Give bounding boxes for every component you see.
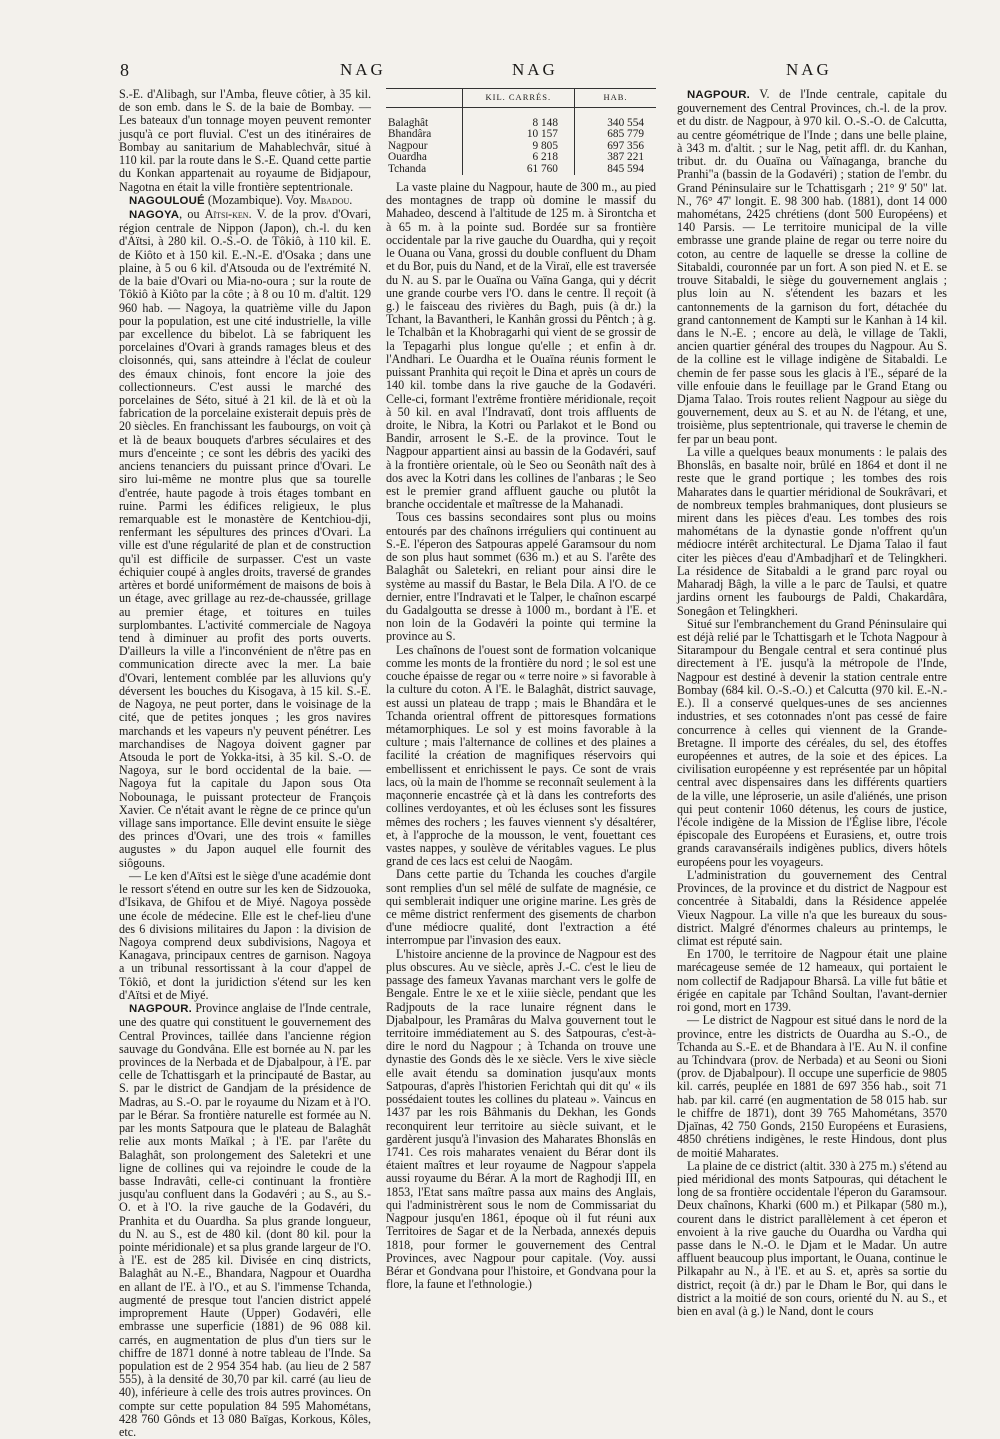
table-row: [386, 164, 656, 176]
district-area: 6 218: [462, 152, 574, 164]
district-name: Balaghât: [386, 118, 462, 130]
entry-headword: NAGPOUR.: [687, 89, 750, 101]
table-header-row: [386, 89, 656, 108]
paragraph: La plaine de ce district (altit. 330 à 275 m.) s'étend au pied méridional des monts Satpouras, qui détachent le long de sa frontière occidentale l'éperon du Garamsour. Deux chaînons, Kharki (600 m.) et Pilkapar (580 m.), courent dans le district parallèlement à cet éperon et envoient à la rive gauche du Ouardha ou Vardha qui passe dans le N.-O. le Djam et le Madar. Un autre affluent beaucoup plus important, le Ouana, continue le Pilkapahr au N., à l'E. et au S. et, après sa sortie du district, reçoit (à dr.) par le Dham le Bor, qui dans le district a la moitié de son cours, orienté du N. au S., et bien en aval (à g.) le Nand, dont le cours: [677, 1158, 947, 1319]
entry-headword: NAGPOUR.: [129, 1003, 192, 1016]
district-population: 845 594: [607, 162, 644, 175]
table-row: [386, 152, 656, 164]
entry-alt-name: Aïtsi-ken.: [204, 206, 252, 221]
paragraph: L'administration du gouvernement des Central Provinces, de la province et du district de Nagpour est concentrée à Sitabaldi, dans la Résidence appelée Vieux Nagpour. La ville n'a que les bureaux du sous-district. Malgré d'énormes chaleurs au printemps, le climat est réputé sain.: [677, 867, 947, 948]
entry-nagouloue: [119, 194, 371, 208]
paragraph: S.-E. d'Alibagh, sur l'Amba, fleuve côtier, à 35 kil. de son emb. dans le S. de la baie de Bombay. — Les bateaux d'un tonnage moyen peuvent remonter jusqu'à ce port fluvial. C'est un des itinéraires de Bombay au sanitarium de Mahablechvâr, situé à 110 kil. par la route dans le S.-E. Quand cette partie du Konkan appartenait au royaume de Bidjapour, Nagotna en était la ville frontière septentrionale.: [119, 87, 371, 194]
table-header: HAB.: [574, 89, 656, 108]
paragraph: La ville a quelques beaux monuments : le palais des Bhonslâs, en basalte noir, brûlé en 1864 et dont il ne reste que le grand portique ; les tombes des rois Maharates dans le quartier méridional de Soukrâvari, et de nombreux temples brahmaniques, dont plusieurs se mirent dans les pièces d'eau. Les tombes des rois mahométans de la dynastie gonde n'offrent qu'un médiocre intérêt architectural. Le Djama Talao il faut citer les pièces d'eau d'Ambadjharî et de Telingkheri. La résidence de Sitabaldi a le grand parc royal ou Maharadj Bâgh, la ville a le parc de Taulsi, et quatre jardins ornent les faubourgs de Paldi, Chakardâra, Sonegâon et Telingkheri.: [677, 444, 947, 618]
district-population: 340 554: [607, 116, 644, 129]
district-area: 61 760: [462, 164, 574, 176]
district-name: Nagpour: [386, 141, 462, 153]
district-area: 10 157: [462, 129, 574, 141]
table-spacer: [386, 107, 656, 118]
entry-headword: NAGOULOUÉ: [129, 194, 205, 207]
table-header: [386, 89, 462, 108]
district-area: 8 148: [462, 118, 574, 130]
column-middle: [386, 88, 656, 1323]
column-left: [119, 87, 371, 1439]
headword-left: NAG: [340, 60, 386, 79]
paragraph: La vaste plaine du Nagpour, haute de 300 m., au pied des montagnes de trapp où domine le massif du Mahadeo, descend à l'altitude de 125 m. à Sirontcha et à 65 m. à la pointe sud. Bordée sur sa frontière occidentale par la rive gauche du Ouardha, qui y reçoit le Ouana ou Vana, grossi du double confluent du Dham et du Bor, puis du Nand, et de la Viraï, elle est traversée du N. au S. par le Ouaïna ou Vaïna Ganga, qui y décrit une grande courbe vers l'O. dans le centre. Il reçoit (à g.) le faisceau des rivières du Bagh, puis (à dr.) la Tchant, la Bavantheri, le Kanhân grossi du Pêntch ; à g. le Tchalbân et la Khobragarhi qui vient de se grossir de la Tepagarhi plus longue qu'elle ; et enfin à dr. l'Andhari. Le Ouardha et le Ouaïna réunis forment le puissant Pranhita qui reçoit le Dina et après un cours de 140 kil. tombe dans la rive gauche de la Godavéri. Celle-ci, formant l'extrême frontière méridionale, reçoit à 50 kil. en aval l'Indravatî, dont trois affluents de droite, le Nibra, la Kotri ou Parlakot et le Bond ou Bandir, arrosent le S.-E. de la province. Tout le Nagpour appartient ainsi au bassin de la Godavéri, sauf à la frontière orientale, où le Seo ou Seonâth naît des à dos avec la Kotri dans les collines de l'anbaras ; le Seo est le premier grand affluent gauche ou plutôt la branche occidentale et maîtresse de la Mahanadi.: [386, 180, 656, 512]
paragraph: Dans cette partie du Tchanda les couches d'argile sont remplies d'un sel mêlé de sulfate de magnésie, ce qui semblerait indiquer une origine marine. Les grès de ce même district renferment des gisements de charbon d'une médiocre qualité, dont l'extraction a été interrompue par l'invasion des eaux.: [386, 867, 656, 948]
paragraph: — Le ken d'Aïtsi est le siège d'une académie dont le ressort s'étend en outre sur les ken de Sidzouoka, d'Isikava, de Ghifou et de Miyé. Nagoya possède une école de médecine. Elle est le chef-lieu d'une des 6 divisions militaires du Japon : la division de Nagoya comprend deux subdivisions, Nagoya et Kanagava, principaux centres de garnison. Nagoya a un tribunal ressortissant à la cour d'appel de Tôkiô, et dont la juridiction s'étend sur les ken d'Aïtsi et de Miyé.: [119, 868, 371, 1002]
entry-text: Province anglaise de l'Inde centrale, une des quatre qui constituent le gouvernement des Central Provinces, taillée dans l'ancienne région sauvage du Gondvâna. Elle est bornée au N. par les provinces de la Nerbada et de Djabalpour, à l'E. par celle de Tchattisgarh et la principauté de Bastar, au S. par le district de Gandjam de la présidence de Madras, au S.-O. par le royaume du Nizam et à l'O. par le Bérar. Sa frontière naturelle est formée au N. par les monts Satpoura que le plateau de Balaghât relie aux monts Maïkal ; à l'E. par l'arête du Balaghât, son prolongement des Saletekri et une ligne de collines qui va rejoindre le coude de la basse Indravâti, celle-ci continuant la frontière jusqu'au confluent dans la Godavéri ; au S., au S.-O. et à l'O. la rive gauche de la Godavéri, du Pranhita et du Ouardha. Sa plus grande longueur, du N. au S., est de 480 kil. (dont 80 kil. pour la pointe méridionale) et sa plus grande largeur de l'O. à l'E. est de 285 kil. Divisée en cinq districts, Balaghât au N.-E., Bhandara, Nagpour et Ouardha en allant de l'E. à l'O., et au S. l'immense Tchanda, augmenté de presque tout l'ancien district appelé improprement Haute (Upper) Godavéri, elle embrasse une superficie (1881) de 96 088 kil. carrés, en augmentation de plus d'un tiers sur le chiffre de 1871 donné à notre tableau de l'Inde. Sa population est de 2 954 354 hab. (au lieu de 2 587 555), à la densité de 30,70 par kil. carré (au lieu de 40), inférieure à celle des trois autres provinces. On compte sur cette population 84 595 Mahométans, 428 760 Gônds et 13 080 Baïgas, Korkous, Kôles, etc.: [119, 1001, 371, 1439]
entry-headword: NAGOYA: [129, 208, 180, 221]
district-population: 387 221: [607, 151, 644, 163]
column-right: [677, 88, 947, 1323]
paragraph: Tous ces bassins secondaires sont plus ou moins entourés par des chaînons irréguliers qui continuent au S.-E. l'éperon des Satpouras appelé Garamsour du nom de son plus haut sommet (636 m.) et au S. l'arête des Balaghât ou Saletekri, en reliant pour ainsi dire le système au massif du Bastar, le Bela Dila. A l'O. de ce dernier, entre l'Indravati et le Talper, le chaînon escarpé du Gadalgoutta se dresse à 1000 m., bordant à l'E. et non loin de la Godavéri la pointe qui termine la province au S.: [386, 510, 656, 644]
paragraph: Les chaînons de l'ouest sont de formation volcanique comme les monts de la frontière du nord ; le sol est une couche épaisse de regar ou « terre noire » si favorable à la culture du coton. A l'E. le Balaghât, district sauvage, est aussi un plateau de trapp ; mais le Bhandâra et le Tchanda orientral offrent de pittoresques formations métamorphiques. Le sol y est moins favorable à la culture ; mais l'alternance de collines et des plaines a facilité la création de magnifiques réservoirs qui embellissent et enrichissent le pays. Ce sont de vrais lacs, où la main de l'homme se reconnaît seulement à la maçonnerie encastrée çà et là dans les contreforts des collines verdoyantes, et où les écluses sont les fissures mêmes des rochers ; les fauves viennent s'y désaltérer, et, à l'approche de la mousson, le vent, fouettant ces vastes nappes, y soulève de véritables vagues. Le plus grand de ces lacs est celui de Naogâm.: [386, 642, 656, 869]
district-name: Tchanda: [386, 164, 462, 176]
cross-reference-link[interactable]: Mbadou.: [310, 192, 353, 207]
headword-right: NAG: [786, 60, 832, 79]
page-number: 8: [120, 60, 129, 80]
table-row: [386, 129, 656, 141]
districts-table: [386, 88, 656, 175]
entry-text: V. de la prov. d'Ovari, région centrale de Nippon (Japon), ch.-l. du ken d'Aïtsi, à 280 kil. O.-S.-O. de Tôkiô, à 110 kil. E. de Kiôto et à 150 kil. E.-N.-E. d'Osaka ; dans une plaine, à 5 ou 6 kil. d'Atsouda ou de l'extrémité N. de la baie d'Ovari ou Mia-no-oura ; sur la route de Tôkiô à Kiôto par la côte ; à 8 ou 10 m. d'altit. 129 960 hab. — Nagoya, la quatrième ville du Japon pour la population, est une cité industrielle, la ville par excellence du bibelot. Là se fabriquent les porcelaines d'Ovari à grands ramages bleus et des cloisonnés, qui, sans atteindre à l'éclat de couleur des émaux chinois, font encore la joie des collectionneurs. C'est aussi le marché des porcelaines de Séto, situé à 21 kil. de là et où la fabrication de la porcelaine existerait depuis près de 20 siècles. En franchissant les faubourgs, on voit çà et là de beaux bouquets d'arbres séculaires et des murs d'enceinte ; ce sont les débris des yaciki des anciens tenanciers du puissant prince d'Ovari. Le siro lui-même ne montre plus que sa tourelle d'entrée, haute pagode à trois étages tombant en ruine. Parmi les édifices religieux, le plus remarquable est le monastère de Kentchiou-dji, renfermant les sépultures des princes d'Ovari. La ville est d'une régularité de plan et de construction qu'il est difficile de surpasser. C'est un vaste échiquier coupé à angles droits, traversé de grandes artères et bordé uniformément de maisons de bois à un étage, avec grillage au rez-de-chaussée, grillage au premier étage, et toitures en tuiles surplombantes. L'activité commerciale de Nagoya tend à diminuer au profit des ports ouverts. D'ailleurs la ville a l'inconvénient de n'être pas en communication directe avec la mer. La baie d'Ovari, lentement comblée par les alluvions qu'y déversent les bouches du Kisogava, à 15 kil. S.-E. de Nagoya, ne peut porter, dans le voisinage de la cité, que de petites jonques ; les gros navires marchands et les vapeurs n'y peuvent pénétrer. Les marchandises de Nagoya doivent gagner par Atsouda le port de Yokka-itsi, à 35 kil. S.-O. de Nagoya, sur le bord occidental de la baie. — Nagoya fut la capitale du Japon sous Ota Nobounaga, le puissant protecteur de François Xavier. Ce n'était avant le règne de ce prince qu'un village sans importance. Elle devint ensuite le siège des princes d'Ovari, une des trois « familles augustes » du Japon auquel elle fournit des siôgouns.: [119, 206, 371, 870]
paragraph: Situé sur l'embranchement du Grand Péninsulaire qui est déjà relié par le Tchattisgarh et le Tchota Nagpour à Sitarampour du Bengale central et sera continué plus directement à l'E. jusqu'à la métropole de l'Inde, Nagpour est destiné à devenir la station centrale entre Bombay (684 kil. O.-S.-O.) et Calcutta (970 kil. E.-N.-E.). Il a conservé quelques-unes de ses anciennes industries, et ses cotonnades n'ont pas cessé de faire concurrence à celles qui viennent de la Grande-Bretagne. Il importe des céréales, du sel, des étoffes européennes et autres, de la soie et des épices. La civilisation européenne y est représentée par un hôpital central avec dispensaires dans les différents quartiers de la ville, une léproserie, un asile d'aliénés, une prison qui peut contenir 1060 détenus, les cours de justice, l'école indigène de la Mission de l'Église libre, l'école épiscopale des Européens et Eurasiens, et, outre trois grands caravansérails indigènes publics, divers hôtels européens pour les voyageurs.: [677, 616, 947, 869]
entry-text: V. de l'Inde centrale, capitale du gouvernement des Central Provinces, ch.-l. de la prov. et du distr. de Nagpour, à 970 kil. O.-S.-O. de Calcutta, au centre géométrique de l'Inde ; dans une belle plaine, à 343 m. d'altit. ; sur le Nag, petit affl. dr. du Kanhan, tribut. dr. du Ouaïna ou Vaïnaganga, branche du Pranhi"a (bassin de la Godavéri) ; station de l'embr. du Grand Péninsulaire sur le Tchattisgarh ; 21° 9' 50" lat. N., 76° 47' longit. E. 98 300 hab. (1881), dont 14 000 mahométans, 2425 chrétiens (dont 500 Européens) et 140 Parsis. — Le territoire municipal de la ville embrasse une grande plaine de regar ou terre noire du coton, au centre de laquelle se dresse la colline de Sitabaldi, couronnée par un fort. A son pied N. et E. se trouve Sitabaldi, le siège du gouvernement anglais ; plus loin au N. s'étendent les bazars et les cantonnements de la garnison du fort, détachée du grand cantonnement de Kampti sur le Kanhan à 14 kil. dans le N.-E. ; encore au delà, le village de Takli, ancien quartier général des troupes du Nagpour. Au S. de la colline est le village indigène de Sitabaldi. Le chemin de fer passe sous les glacis à l'E., séparé de la ville enfouie dans le feuillage par le Grand Etang ou Djama Talao. Trois routes relient Nagpour au siège du gouvernement, deux au S. et au N. de l'étang, et une, troisième, plus septentrionale, qui traverse le chemin de fer par un beau pont.: [677, 87, 947, 446]
district-name: Ouardha: [386, 152, 462, 164]
paragraph: — Le district de Nagpour est situé dans le nord de la province, entre les districts de Ouardha au S.-O., de Tchanda au S.-E. et de Bhandara à l'E. Au N. il confine au Tchindvara (prov. de Nerbada) et au Seoni ou Sioni (prov. de Djabalpour). Il occupe une superficie de 9805 kil. carrés, peuplée en 1881 de 697 356 hab., soit 71 hab. par kil. carré (en augmentation de 58 015 hab. sur le chiffre de 1871), dont 39 765 Mahométans, 3570 Djaïnas, 42 750 Gonds, 2150 Européens et Eurasiens, 4850 chrétiens indigènes, le reste Hindous, dont plus de moitié Maharates.: [677, 1013, 947, 1160]
entry-text: (Mozambique). Voy.: [204, 192, 311, 207]
entry-text: , ou: [179, 206, 205, 221]
entry-nagpour-city: [677, 88, 947, 446]
paragraph: En 1700, le territoire de Nagpour était une plaine marécageuse semée de 12 hameaux, qui portaient le nom collectif de Radjapour Bharsâ. La ville fut bâtie et érigée en capitale par Tchând Soultan, l'avant-dernier roi gond, mort en 1739.: [677, 947, 947, 1015]
district-population: 697 356: [607, 139, 644, 152]
paragraph: L'histoire ancienne de la province de Nagpour est des plus obscures. Au ve siècle, après J.-C. c'est le lieu de passage des fameux Yavanas marchant vers le golfe de Bengale. Entre le xe et le xiiie siècle, pendant que les Radjpouts de la race lunaire régnent dans le Djabalpour, les Pramâras du Malva gouvernent tout le territoire immédiatement au S. des Satpouras, c'est-à-dire le nord du Nagpour ; à Tchanda on trouve une dynastie des Gonds dès le xe siècle. Vers le xive siècle elle avait étendu sa domination jusqu'aux monts Satpouras, d'après l'historien Ferichtah qui dit qu' « ils possédaient toutes les collines du plateau ». Vaincus en 1437 par les rois Bâhmanis du Dekhan, les Gonds reconquirent leur territoire au siècle suivant, et le gardèrent jusqu'à l'invasion des Maharates Bhonslâs en 1741. Ces rois maharates venaient du Bérar dont ils étaient maîtres et leur royaume de Nagpour s'appela aussi royaume du Bérar. A la mort de Raghodji III, en 1853, l'Etat sans maître passa aux mains des Anglais, qui l'administrèrent sous le nom de Commissariat du Nagpour jusqu'en 1861, époque où il fut réuni aux Territoires de Sagar et de la Nerbada, annexés depuis 1818, pour former le gouvernement des Central Provinces, avec Nagpour pour capitale. (Voy. aussi Bérar et Gondvana pour l'histoire, et Gondvana pour la flore, la faune et l'ethnologie.): [386, 946, 656, 1292]
entry-nagpour-province: [119, 1002, 371, 1439]
district-name: Bhandâra: [386, 129, 462, 141]
table-header: KIL. CARRÉS.: [462, 89, 574, 108]
district-area: 9 805: [462, 141, 574, 153]
district-population: 685 779: [607, 128, 644, 140]
headword-center: NAG: [512, 60, 558, 79]
running-head: [110, 60, 930, 84]
entry-nagoya: [119, 208, 371, 870]
